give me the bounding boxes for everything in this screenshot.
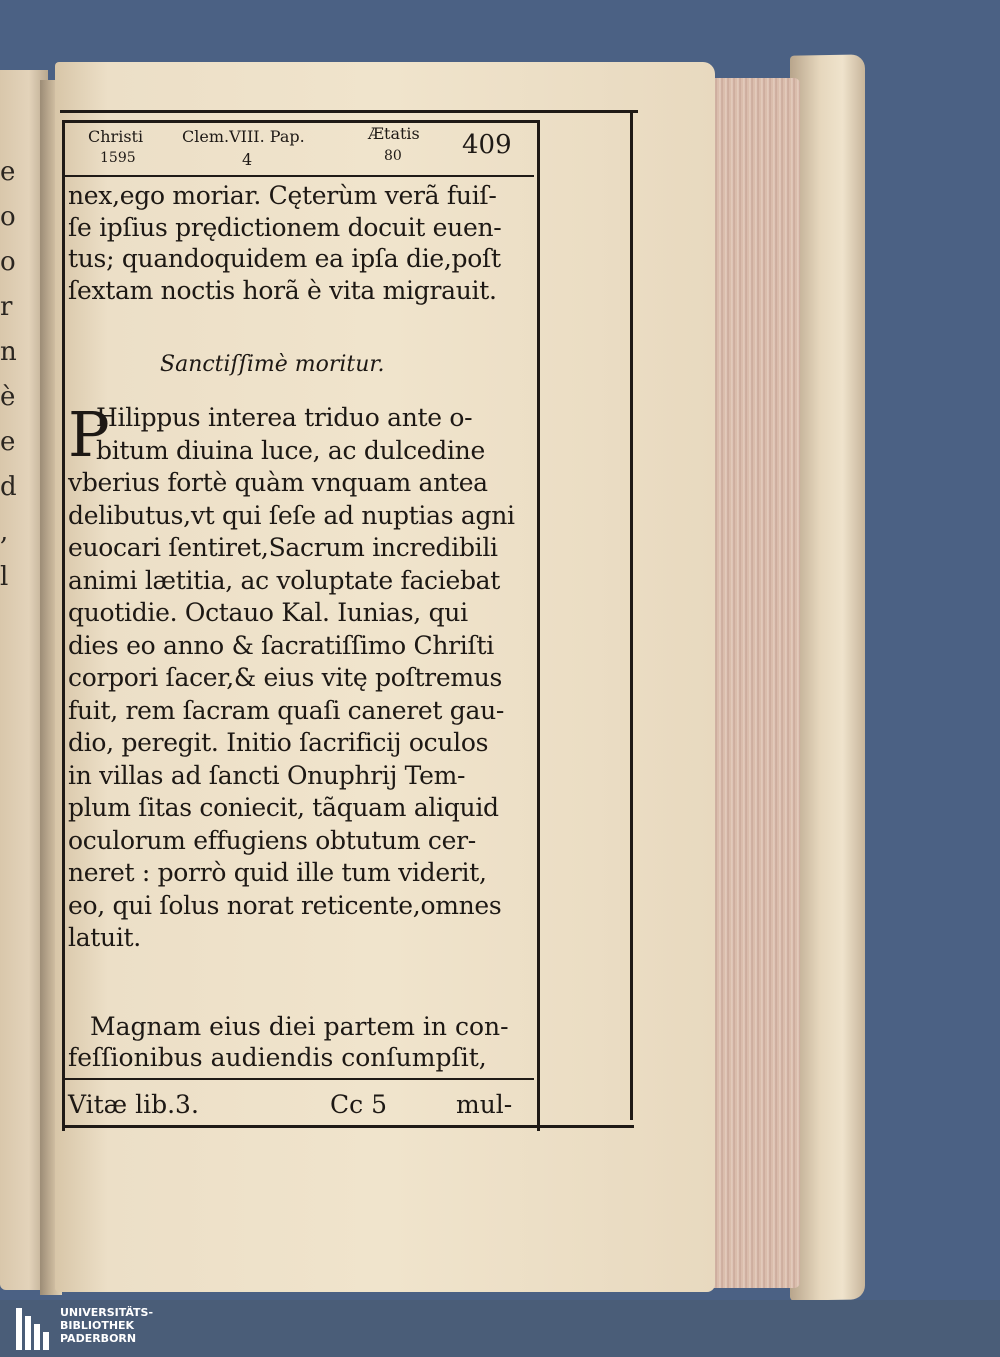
text-line: corpori ſacer,& eius vitę poſtremus xyxy=(68,663,503,692)
paragraph-1 xyxy=(68,180,530,306)
text-line: ſextam noctis horã è vita migrauit. xyxy=(68,275,497,305)
left-page-margin-text xyxy=(0,150,20,600)
text-line: delibutus,vt qui ſeſe ad nuptias agni xyxy=(68,500,515,530)
text-line: bitum diuina luce, ac dulcedine xyxy=(96,435,485,465)
text-line: feſſionibus audiendis conſumpſit, xyxy=(68,1043,487,1072)
text-line: fuit, rem ſacram quaſi caneret gau- xyxy=(68,695,505,725)
library-logo-icon xyxy=(16,1308,54,1350)
text-line: neret : porrò quid ille tum viderit, xyxy=(68,858,487,887)
left-margin-letter: è xyxy=(0,382,16,412)
header-pope-label: Clem.VIII. Pap. xyxy=(182,127,305,146)
text-line: eo, qui ſolus norat reticente,omnes xyxy=(68,890,502,920)
footer-catchword: mul- xyxy=(456,1090,513,1119)
left-margin-letter: d xyxy=(0,472,17,502)
library-logo-text xyxy=(60,1306,153,1345)
left-margin-letter: l xyxy=(0,562,9,592)
footer-rule xyxy=(62,1078,534,1080)
page-number: 409 xyxy=(462,130,512,160)
text-line: in villas ad ſancti Onuphrij Tem- xyxy=(68,760,466,790)
outer-frame-right xyxy=(630,112,633,1120)
text-line: euocari ſentiret,Sacrum incredibili xyxy=(68,533,498,562)
left-margin-letter: o xyxy=(0,247,16,277)
text-line: dio, peregit. Initio ſacrificij oculos xyxy=(68,728,489,757)
header-rule xyxy=(62,175,534,177)
left-margin-letter: e xyxy=(0,427,16,457)
logo-line: BIBLIOTHEK xyxy=(60,1319,135,1332)
text-line: Magnam eius diei partem in con- xyxy=(90,1012,509,1041)
book-cover-edge xyxy=(790,54,865,1300)
footer-reference: Vitæ lib.3. xyxy=(68,1090,199,1119)
paragraph-2 xyxy=(68,398,530,955)
header-aetatis-label: Ætatis xyxy=(368,124,420,143)
subheading: Sanctiſſimè moritur. xyxy=(160,352,385,377)
drop-cap: P xyxy=(68,398,110,471)
logo-line: PADERBORN xyxy=(60,1332,137,1345)
header-christi-year: 1595 xyxy=(100,150,136,166)
page-edges xyxy=(700,78,800,1288)
header-pope-year: 4 xyxy=(242,150,253,169)
left-margin-letter: , xyxy=(0,517,9,547)
text-line: vberius fortè quàm vnquam antea xyxy=(68,468,488,497)
text-line: nex,ego moriar. Cęterùm verã fuiſ- xyxy=(68,181,497,210)
left-margin-letter: e xyxy=(0,157,16,187)
left-margin-letter: n xyxy=(0,337,17,367)
text-line: Hilippus interea triduo ante o- xyxy=(96,403,473,432)
outer-frame-bottom xyxy=(62,1125,634,1128)
text-line: quotidie. Octauo Kal. Iunias, qui xyxy=(68,598,468,627)
header-aetatis-value: 80 xyxy=(384,148,402,164)
text-line: ſe ipſius prędictionem docuit euen- xyxy=(68,212,502,242)
left-margin-letter: r xyxy=(0,292,13,322)
text-line: tus; quandoquidem ea ipſa die,poſt xyxy=(68,244,501,273)
footer-signature: Cc 5 xyxy=(330,1090,387,1119)
left-margin-letter: o xyxy=(0,202,16,232)
text-line: latuit. xyxy=(68,923,141,952)
text-line: animi lætitia, ac voluptate faciebat xyxy=(68,565,500,595)
header-christi-label: Christi xyxy=(88,127,144,146)
text-line: plum ſitas coniecit, tãquam aliquid xyxy=(68,793,499,822)
logo-line: UNIVERSITÄTS- xyxy=(60,1306,154,1319)
text-line: oculorum effugiens obtutum cer- xyxy=(68,825,476,855)
text-line: dies eo anno & ſacratiſſimo Chriſti xyxy=(68,630,494,660)
